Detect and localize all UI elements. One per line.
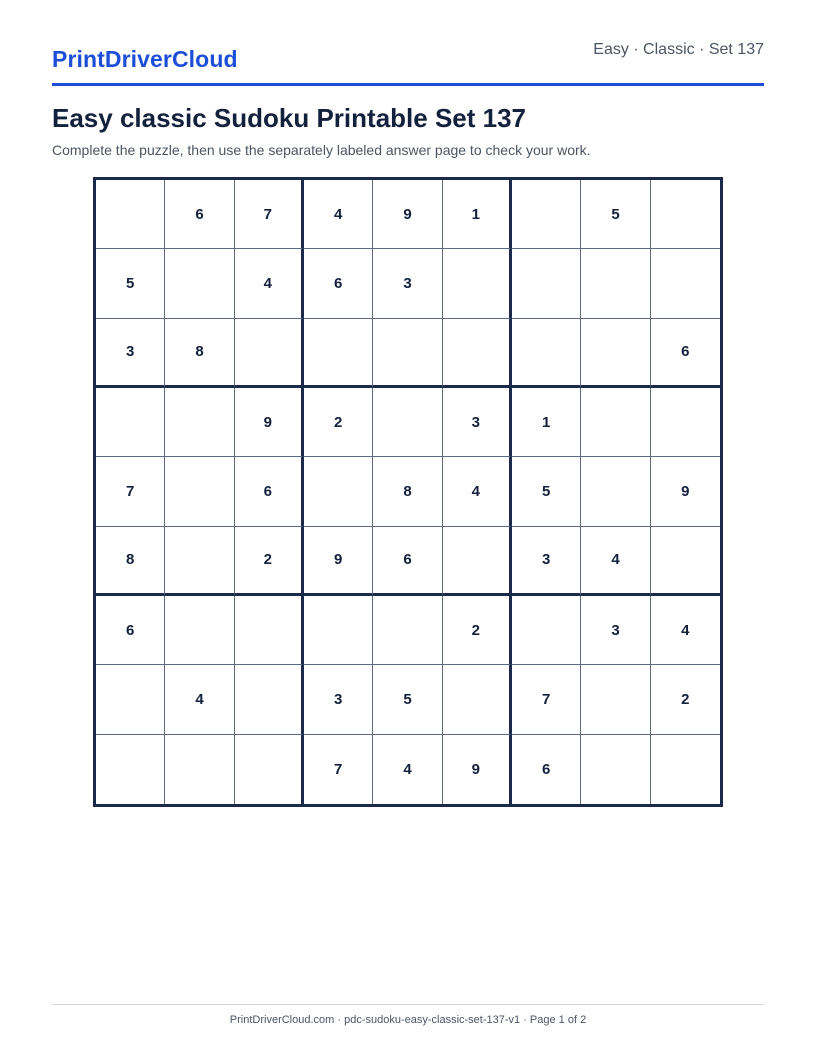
sudoku-cell-r3c7 xyxy=(512,319,581,388)
sudoku-cell-r9c4: 7 xyxy=(304,735,373,804)
sudoku-cell-r2c8 xyxy=(581,249,650,318)
sudoku-cell-r3c4 xyxy=(304,319,373,388)
sudoku-cell-r6c7: 3 xyxy=(512,527,581,596)
sudoku-cell-r1c7 xyxy=(512,180,581,249)
page-header xyxy=(52,36,764,86)
sudoku-cell-r5c3: 6 xyxy=(235,457,304,526)
sudoku-cell-r2c4: 6 xyxy=(304,249,373,318)
sudoku-cell-r3c5 xyxy=(373,319,442,388)
sudoku-cell-r4c5 xyxy=(373,388,442,457)
sudoku-cell-r6c5: 6 xyxy=(373,527,442,596)
sudoku-cell-r4c9 xyxy=(651,388,720,457)
sudoku-cell-r1c9 xyxy=(651,180,720,249)
puzzle-meta: Easy · Classic · Set 137 xyxy=(593,41,764,58)
sudoku-cell-r3c1: 3 xyxy=(96,319,165,388)
sudoku-cell-r8c3 xyxy=(235,665,304,734)
sudoku-cell-r9c1 xyxy=(96,735,165,804)
sudoku-cell-r8c2: 4 xyxy=(165,665,234,734)
sudoku-cell-r9c7: 6 xyxy=(512,735,581,804)
sudoku-cell-r1c3: 7 xyxy=(235,180,304,249)
sudoku-cell-r7c7 xyxy=(512,596,581,665)
sudoku-cell-r5c8 xyxy=(581,457,650,526)
sudoku-cell-r2c7 xyxy=(512,249,581,318)
sudoku-cell-r6c1: 8 xyxy=(96,527,165,596)
sudoku-cell-r6c4: 9 xyxy=(304,527,373,596)
sudoku-cell-r4c7: 1 xyxy=(512,388,581,457)
sudoku-cell-r5c6: 4 xyxy=(443,457,512,526)
sudoku-cell-r8c8 xyxy=(581,665,650,734)
sudoku-cell-r4c6: 3 xyxy=(443,388,512,457)
sudoku-cell-r8c1 xyxy=(96,665,165,734)
sudoku-cell-r5c2 xyxy=(165,457,234,526)
sudoku-cell-r2c2 xyxy=(165,249,234,318)
sudoku-cell-r4c4: 2 xyxy=(304,388,373,457)
sudoku-cell-r8c4: 3 xyxy=(304,665,373,734)
sudoku-cell-r8c6 xyxy=(443,665,512,734)
sudoku-cell-r8c9: 2 xyxy=(651,665,720,734)
sudoku-cell-r5c4 xyxy=(304,457,373,526)
sudoku-cell-r7c9: 4 xyxy=(651,596,720,665)
sudoku-cell-r2c3: 4 xyxy=(235,249,304,318)
sudoku-cell-r5c1: 7 xyxy=(96,457,165,526)
sudoku-cell-r9c5: 4 xyxy=(373,735,442,804)
sudoku-cell-r6c2 xyxy=(165,527,234,596)
sudoku-cell-r2c1: 5 xyxy=(96,249,165,318)
sudoku-cell-r9c6: 9 xyxy=(443,735,512,804)
footer-divider xyxy=(52,1004,764,1005)
sudoku-cell-r5c7: 5 xyxy=(512,457,581,526)
sudoku-cell-r3c2: 8 xyxy=(165,319,234,388)
sudoku-cell-r9c8 xyxy=(581,735,650,804)
sudoku-cell-r7c4 xyxy=(304,596,373,665)
sudoku-cell-r3c9: 6 xyxy=(651,319,720,388)
sudoku-cell-r4c8 xyxy=(581,388,650,457)
sudoku-cell-r9c9 xyxy=(651,735,720,804)
sudoku-cell-r2c9 xyxy=(651,249,720,318)
sudoku-cell-r1c6: 1 xyxy=(443,180,512,249)
sudoku-cell-r1c2: 6 xyxy=(165,180,234,249)
sudoku-cell-r2c6 xyxy=(443,249,512,318)
brand-logo: PrintDriverCloud xyxy=(52,46,238,72)
sudoku-cell-r3c6 xyxy=(443,319,512,388)
sudoku-cell-r1c4: 4 xyxy=(304,180,373,249)
sudoku-cell-r2c5: 3 xyxy=(373,249,442,318)
sudoku-grid xyxy=(93,177,723,807)
sudoku-cell-r1c5: 9 xyxy=(373,180,442,249)
sudoku-cell-r7c6: 2 xyxy=(443,596,512,665)
sudoku-cell-r6c9 xyxy=(651,527,720,596)
sudoku-cell-r3c3 xyxy=(235,319,304,388)
sudoku-cell-r8c5: 5 xyxy=(373,665,442,734)
sudoku-cell-r7c8: 3 xyxy=(581,596,650,665)
sudoku-cell-r1c1 xyxy=(96,180,165,249)
sudoku-cell-r8c7: 7 xyxy=(512,665,581,734)
sudoku-cell-r3c8 xyxy=(581,319,650,388)
sudoku-cell-r5c5: 8 xyxy=(373,457,442,526)
sudoku-cell-r6c3: 2 xyxy=(235,527,304,596)
sudoku-cell-r4c3: 9 xyxy=(235,388,304,457)
sudoku-cell-r4c2 xyxy=(165,388,234,457)
sudoku-cell-r1c8: 5 xyxy=(581,180,650,249)
sudoku-cell-r9c2 xyxy=(165,735,234,804)
sudoku-cell-r6c8: 4 xyxy=(581,527,650,596)
page-title: Easy classic Sudoku Printable Set 137 xyxy=(52,103,527,133)
sudoku-cell-r5c9: 9 xyxy=(651,457,720,526)
sudoku-cell-r7c3 xyxy=(235,596,304,665)
sudoku-cell-r6c6 xyxy=(443,527,512,596)
sudoku-cell-r7c1: 6 xyxy=(96,596,165,665)
sudoku-cell-r7c2 xyxy=(165,596,234,665)
sudoku-cell-r7c5 xyxy=(373,596,442,665)
page-footer: PrintDriverCloud.com · pdc-sudoku-easy-classic-set-137-v1 · Page 1 of 2 xyxy=(229,1014,587,1026)
sudoku-cell-r9c3 xyxy=(235,735,304,804)
sudoku-cell-r4c1 xyxy=(96,388,165,457)
page-subtitle: Complete the puzzle, then use the separately labeled answer page to check your work. xyxy=(52,142,591,158)
